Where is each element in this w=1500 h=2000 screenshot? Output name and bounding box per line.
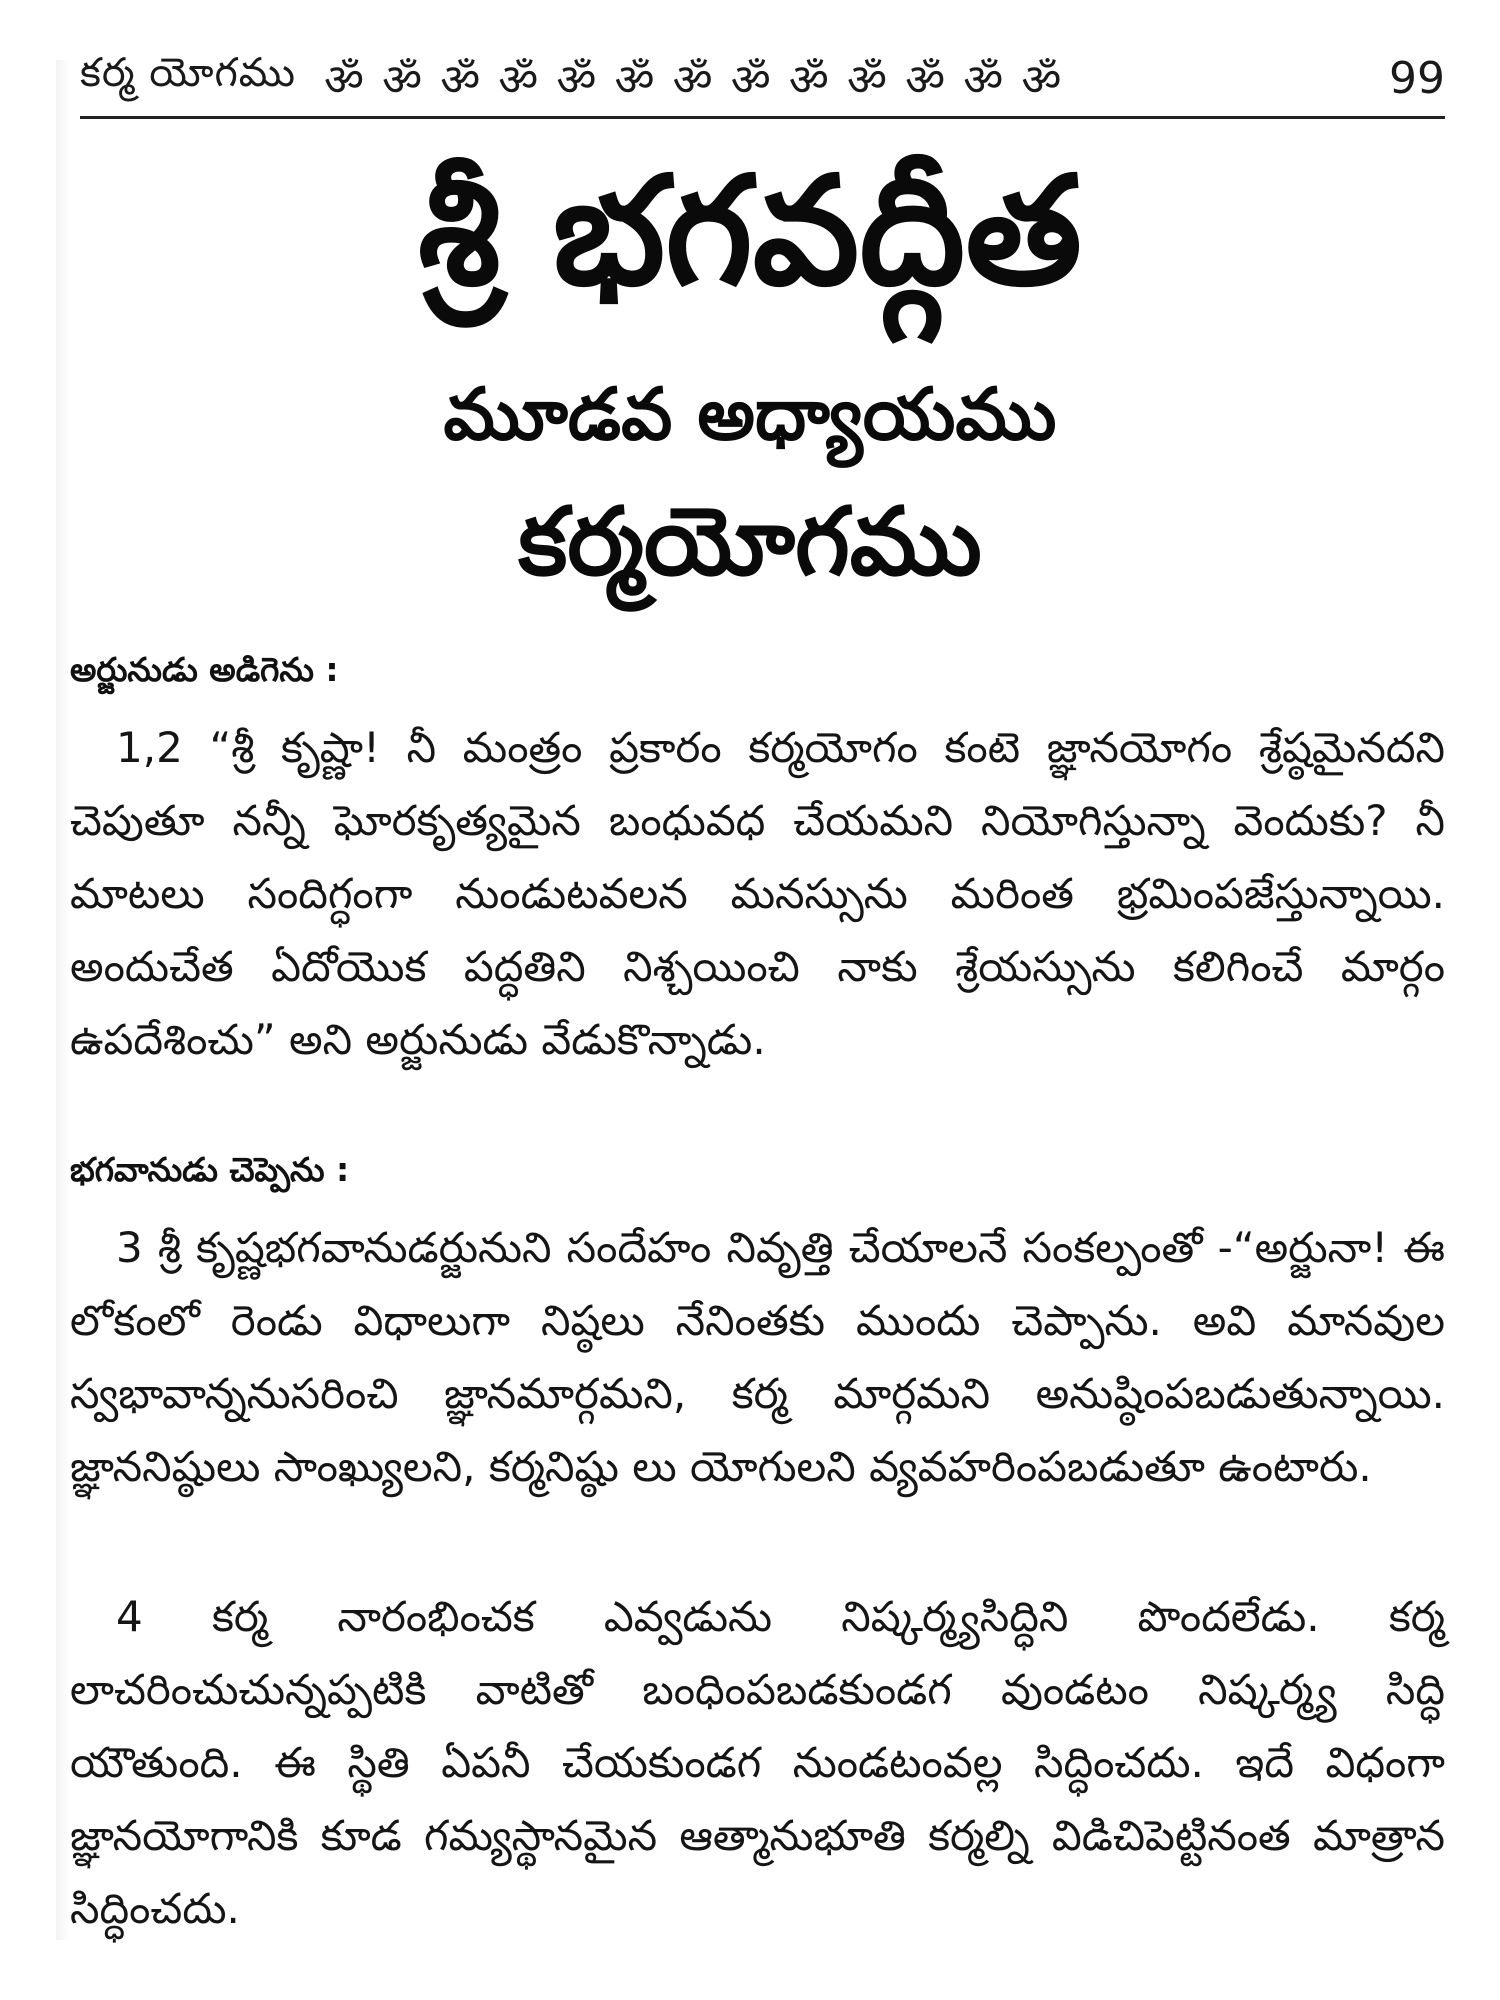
verse-paragraph: 1,2 “శ్రీ కృష్ణా! నీ మంత్రం ప్రకారం కర్మయోగం కంటె జ్ఞానయోగం శ్రేష్ఠమైనదని చెపుతూ నన్నీ ఘోరకృత్యమైన బంధువధ చేయమని నియోగిస్తున్నా వెందుకు? నీ మాటలు సందిగ్ధంగా నుండుటవలన మనస్సును మరింత భ్రమింపజేస్తున్నాయి. అందుచేత ఏదోయొక పద్ధతిని నిశ్చయించి నాకు శ్రేయస్సును కలిగించే మార్గం ఉపదేశించు” అని అర్జునుడు వేడుకొన్నాడు. (70, 723, 1445, 1064)
chapter-number-heading: మూడవ అధ్యాయము (443, 372, 1057, 456)
verse-paragraph: 4 కర్మ నారంభించక ఎవ్వడును నిష్కర్మ్యసిద్ధిని పొందలేడు. కర్మ లాచరించుచున్నప్పటికి వాటితో బంధింపబడకుండగ వుండటం నిష్కర్మ్య సిద్ధి యౌతుంది. ఈ స్థితి ఏపనీ చేయకుండగ నుండటంవల్ల సిద్ధించదు. ఇదే విధంగా జ్ఞానయోగానికి కూడ గమ్యస్థానమైన ఆత్మానుభూతి కర్మల్ని విడిచిపెట్టినంత మాత్రాన సిద్ధించదు. (70, 1592, 1445, 1933)
page-number: 99 (1389, 52, 1445, 104)
running-header (80, 48, 1445, 108)
book-title: శ్రీ భగవద్గీత (418, 145, 1082, 319)
section-verse-4 (70, 1580, 1445, 1945)
om-symbol-row: ॐ ॐ ॐ ॐ ॐ ॐ ॐ ॐ ॐ ॐ ॐ ॐ ॐ (323, 55, 1064, 106)
header-divider (80, 116, 1445, 119)
speaker-label: భగవానుడు చెప్పెను : (70, 1150, 350, 1189)
running-header-title: కర్మ యోగము (80, 50, 296, 96)
section-arjuna-asks (70, 650, 1445, 1076)
chapter-name-heading: కర్మయోగము (518, 488, 982, 597)
verse-paragraph: 3 శ్రీ కృష్ణభగవానుడర్జునుని సందేహం నివృత్తి చేయాలనే సంకల్పంతో -“అర్జునా! ఈ లోకంలో రెండు విధాలుగా నిష్ఠలు నేనింతకు ముందు చెప్పాను. అవి మానవుల స్వభావాన్ననుసరించి జ్ఞానమార్గమని, కర్మ మార్గమని అనుష్ఠింపబడుతున్నాయి. జ్ఞాననిష్ఠులు సాంఖ్యులని, కర్మనిష్ఠు లు యోగులని వ్యవహరింపబడుతూ ఉంటారు. (70, 1223, 1445, 1491)
section-bhagavan-speaks (70, 1150, 1445, 1503)
speaker-label: అర్జునుడు అడిగెను : (70, 650, 339, 689)
scan-shadow-edge (56, 60, 70, 1940)
